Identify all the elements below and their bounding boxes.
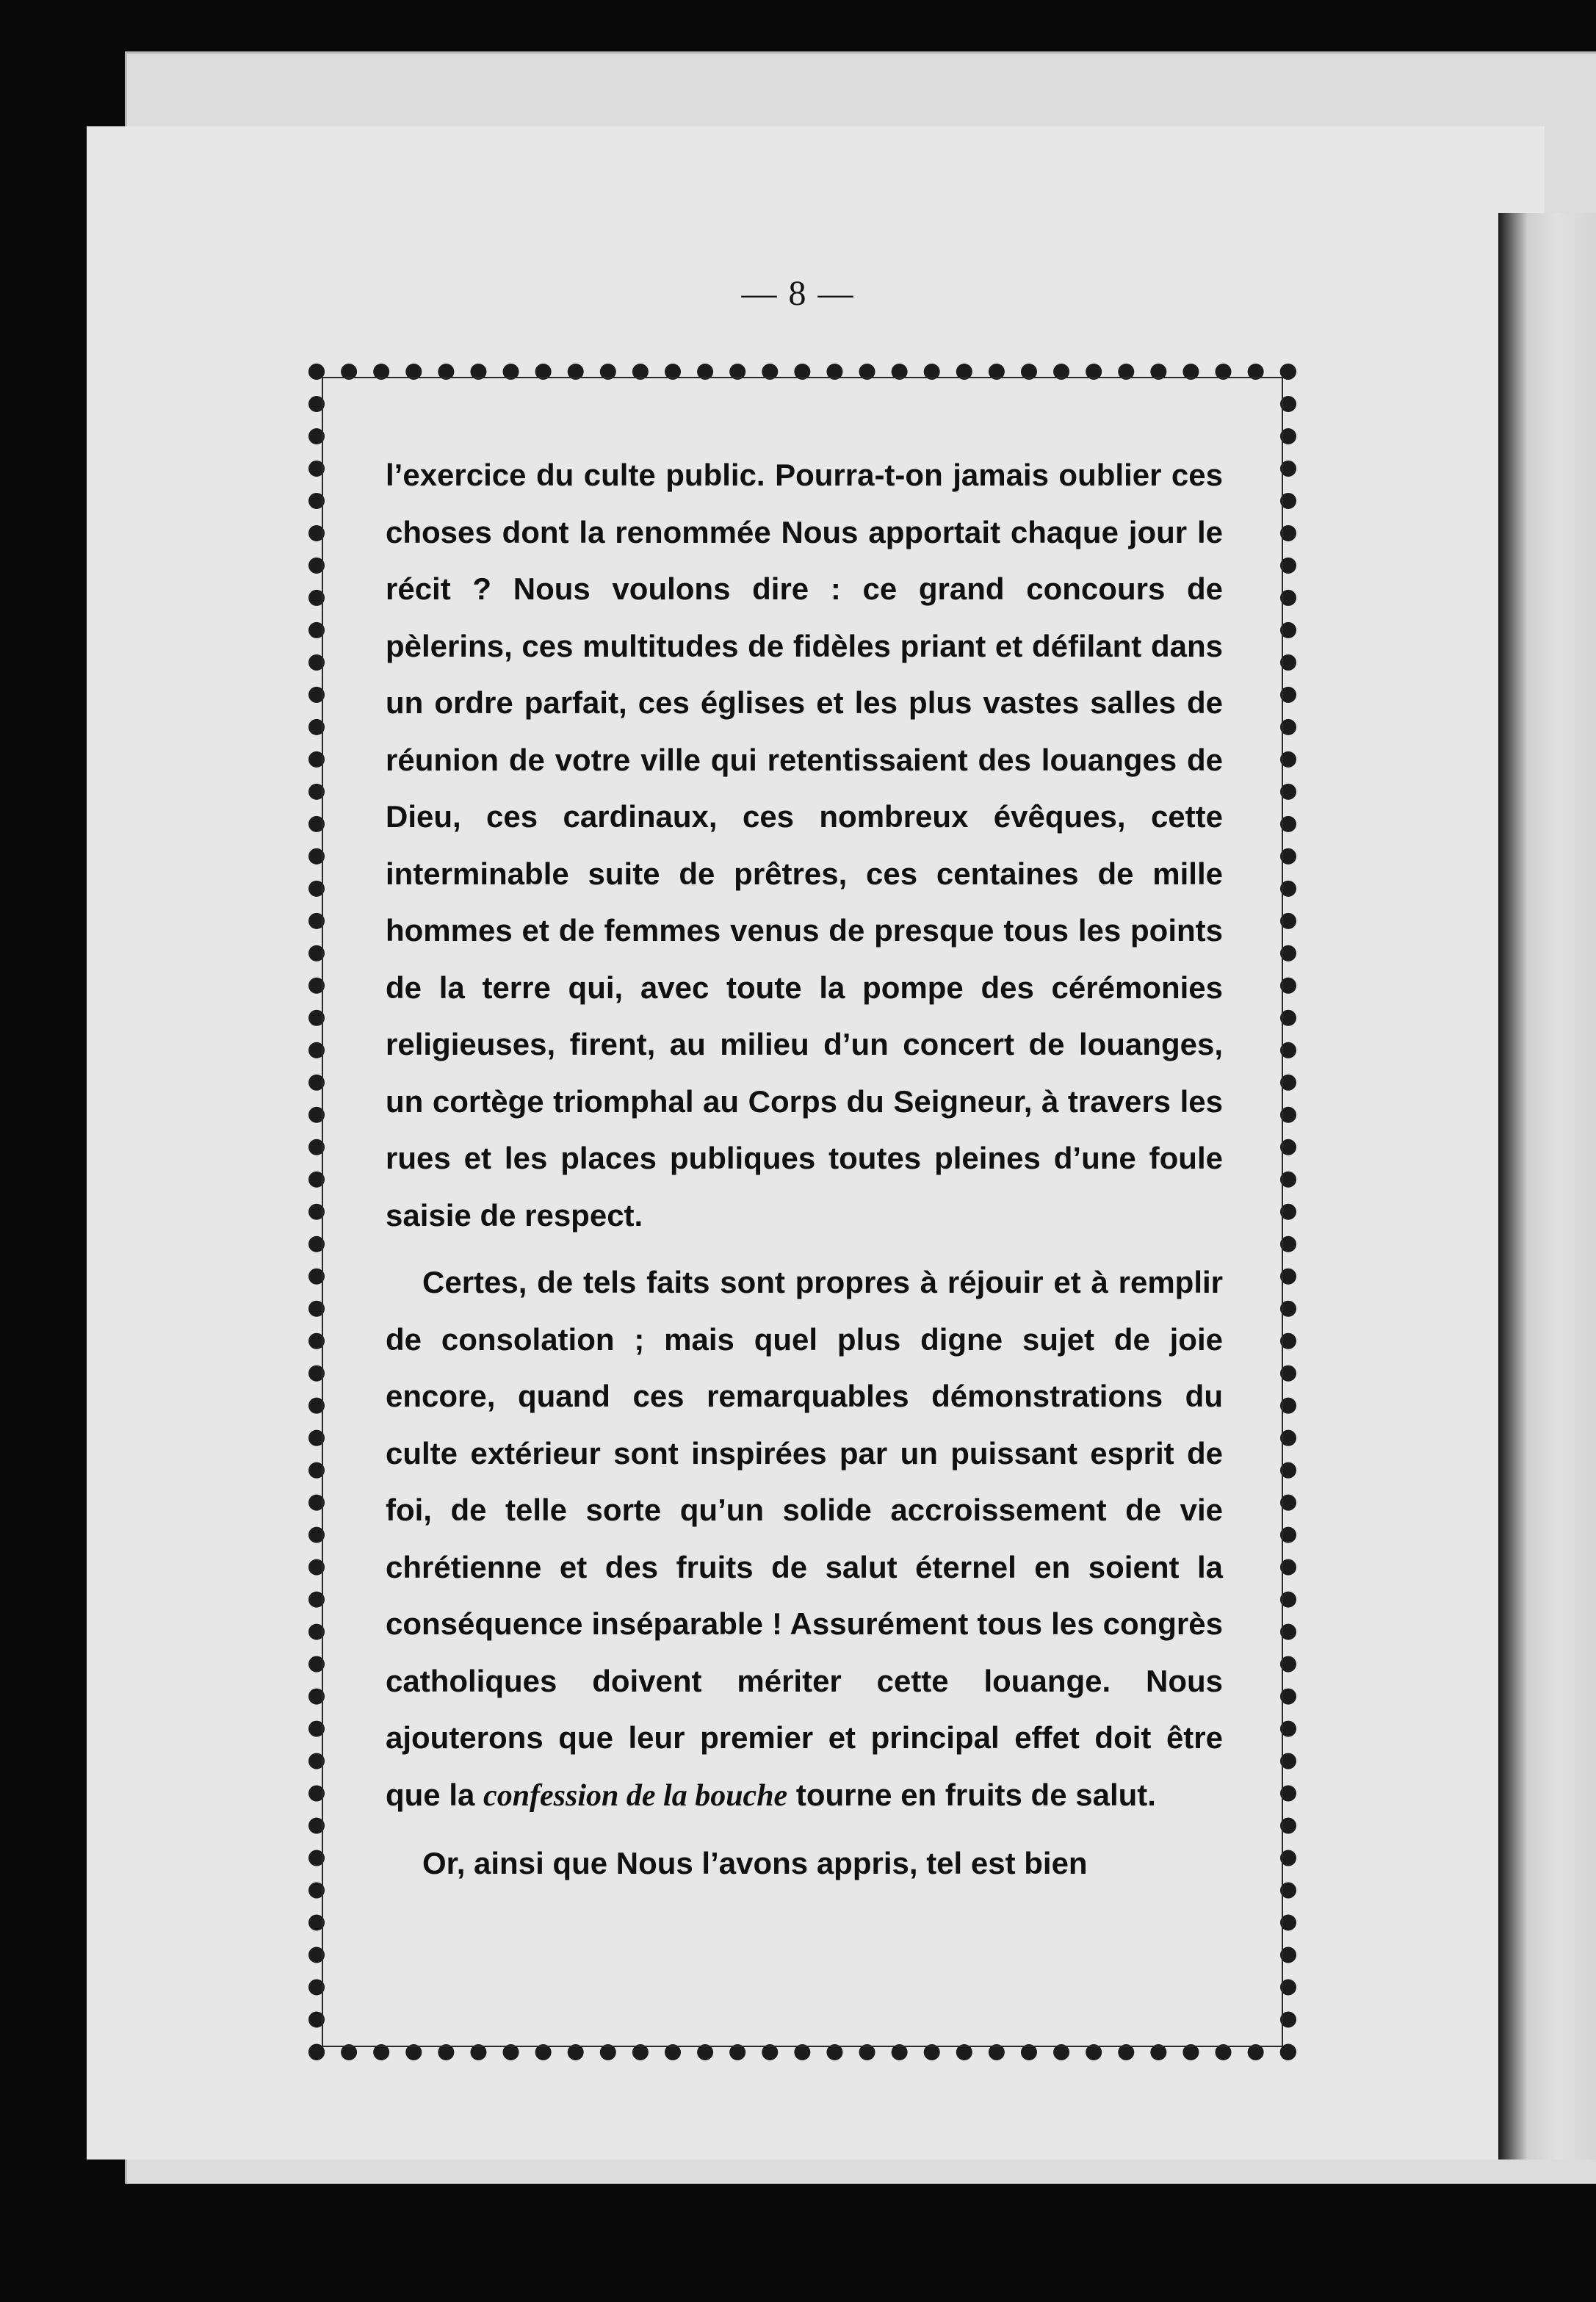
paragraph-2	[386, 1254, 1223, 1825]
body-text	[386, 447, 1223, 1892]
paragraph-2-end: tourne en fruits de salut.	[787, 1777, 1156, 1812]
paragraph-2-start: Certes, de tels faits sont propres à réjouir et à remplir de consolation ; mais quel plus digne sujet de joie encore, quand ces remarquables démonstrations du culte extérieur sont inspirées par un puissant esprit de foi, de telle sorte qu’un solide accroissement de vie chrétienne et des fruits de salut éternel en soient la conséquence inséparable ! Assurément tous les congrès catholiques doivent mériter cette louange. Nous ajouterons que leur premier et principal effet doit être que la	[386, 1265, 1223, 1812]
italic-phrase: confession de la bouche	[483, 1778, 788, 1813]
page-number: — 8 —	[741, 274, 855, 313]
adjacent-page-edge	[1498, 213, 1596, 2160]
paragraph-1: l’exercice du culte public. Pourra-t-on jamais oublier ces choses dont la renommée Nous apportait chaque jour le récit ? Nous voulons dire : ce grand concours de pèlerins, ces multitudes de fidèles priant et défilant dans un ordre parfait, ces églises et les plus vastes salles de réunion de votre ville qui retentissaient des louanges de Dieu, ces cardinaux, ces nombreux évêques, cette interminable suite de prêtres, ces centaines de mille hommes et de femmes venus de presque tous les points de la terre qui, avec toute la pompe des cérémonies religieuses, firent, au milieu d’un concert de louanges, un cortège triomphal au Corps du Seigneur, à travers les rues et les places publiques toutes pleines d’une foule saisie de respect.	[386, 458, 1223, 1233]
paragraph-3: Or, ainsi que Nous l’avons appris, tel est bien	[422, 1846, 1088, 1880]
